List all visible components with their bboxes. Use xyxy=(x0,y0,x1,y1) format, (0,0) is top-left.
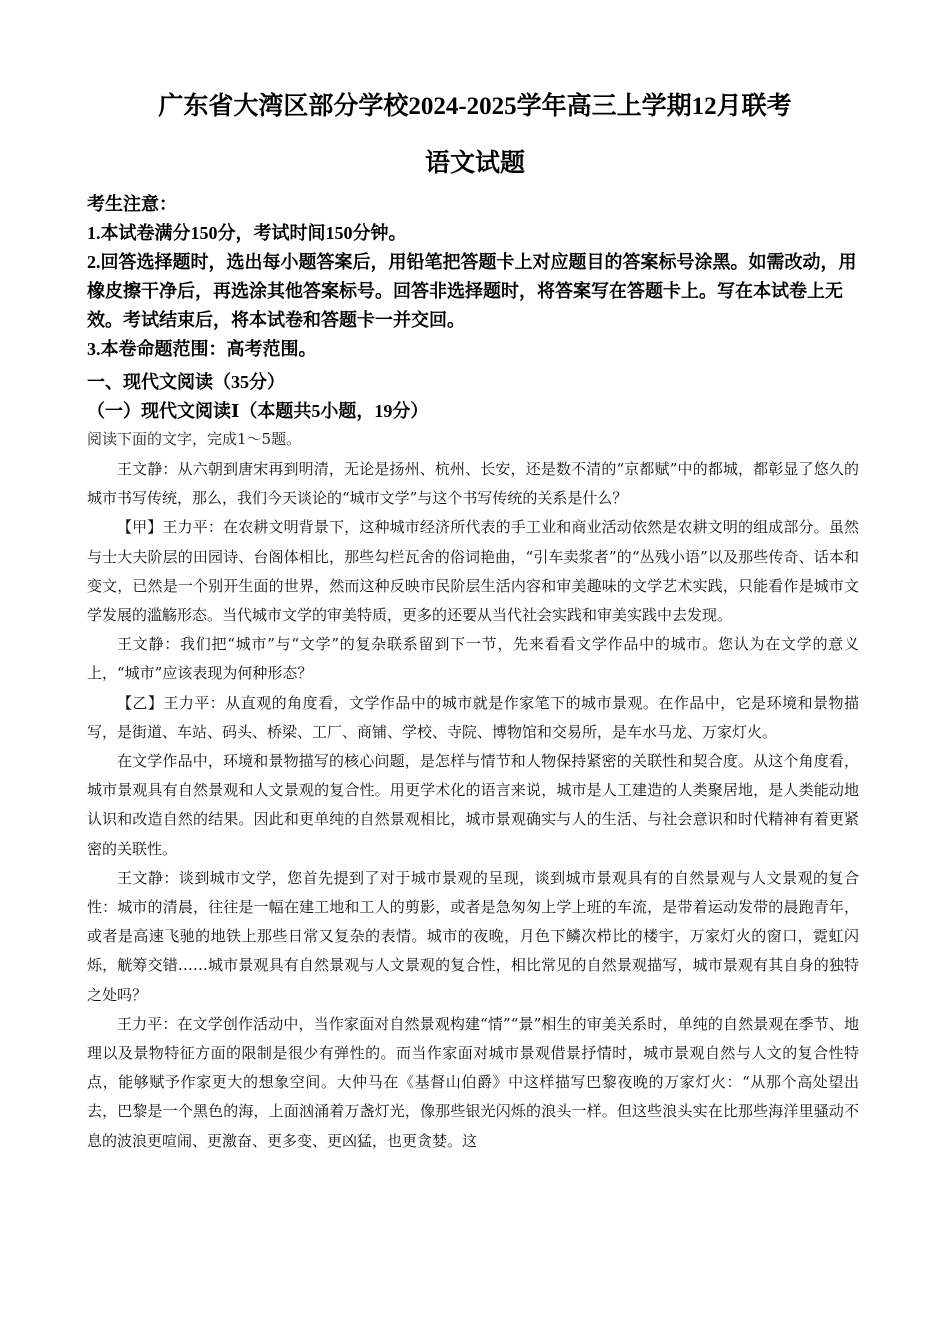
notice-heading: 考生注意： xyxy=(87,194,177,214)
notice-item: 2.回答选择题时，选出每小题答案后，用铅笔把答题卡上对应题目的答案标号涂黑。如需改动，用橡皮擦干净后，再选涂其他答案标号。回答非选择题时，将答案写在答题卡上。写在本试卷上无效。考试结束后，将本试卷和答题卡一并交回。 xyxy=(87,252,857,330)
passage-paragraph: 王文静：我们把“城市”与“文学”的复杂联系留到下一节，先来看看文学作品中的城市。您认为在文学的意义上，“城市”应该表现为何种形态？ xyxy=(87,635,859,683)
section-heading: 一、现代文阅读（35分） xyxy=(87,372,285,392)
passage-paragraph: 【甲】王力平：在农耕文明背景下，这种城市经济所代表的手工业和商业活动依然是农耕文明的组成部分。虽然与士大夫阶层的田园诗、台阁体相比，那些勾栏瓦舍的俗词艳曲，“引车卖浆者”的“丛残小语”以及那些传奇、话本和变文，已然是一个别开生面的世界，然而这种反映市民阶层生活内容和审美趣味的文学艺术实践，只能看作是城市文学发展的滥觞形态。当代城市文学的审美特质，更多的还要从当代社会实践和审美实践中去发现。 xyxy=(87,518,859,625)
passage-paragraph: 王文静：谈到城市文学，您首先提到了对于城市景观的呈现，谈到城市景观具有的自然景观与人文景观的复合性：城市的清晨，往往是一幅在建工地和工人的剪影，或者是急匆匆上学上班的车流，是带着运动发带的晨跑青年，或者是高速飞驰的地铁上那些日常又复杂的表情。城市的夜晚，月色下鳞次栉比的楼宇，万家灯火的窗口，霓虹闪烁，觥筹交错……城市景观具有自然景观与人文景观的复合性，相比常见的自然景观描写，城市景观有其自身的独特之处吗？ xyxy=(87,868,859,1004)
subject-title: 语文试题 xyxy=(424,150,525,177)
reading-instruction: 阅读下面的文字，完成1～5题。 xyxy=(87,430,302,448)
reading-passage xyxy=(87,455,859,1156)
passage-paragraph: 在文学作品中，环境和景物描写的核心问题，是怎样与情节和人物保持紧密的关联性和契合度。从这个角度看，城市景观具有自然景观和人文景观的复合性。用更学术化的语言来说，城市是人工建造的人类聚居地，是人类能动地认识和改造自然的结果。因此和更单纯的自然景观相比，城市景观确实与人的生活、与社会意识和时代精神有着更紧密的关联性。 xyxy=(87,752,859,858)
notice-item: 3.本卷命题范围：高考范围。 xyxy=(87,339,317,359)
candidate-notice xyxy=(87,190,867,364)
subsection-heading: （一）现代文阅读Ⅰ（本题共5小题，19分） xyxy=(87,401,429,421)
passage-paragraph: 王文静：从六朝到唐宋再到明清，无论是扬州、杭州、长安，还是数不清的“京都赋”中的都城，都彰显了悠久的城市书写传统，那么，我们今天谈论的“城市文学”与这个书写传统的关系是什么？ xyxy=(87,460,859,508)
passage-paragraph: 【乙】王力平：从直观的角度看，文学作品中的城市就是作家笔下的城市景观。在作品中，它是环境和景物描写，是街道、车站、码头、桥梁、工厂、商铺、学校、寺院、博物馆和交易所，是车水马龙、万家灯火。 xyxy=(87,693,859,741)
exam-title: 广东省大湾区部分学校2024-2025学年高三上学期12月联考 xyxy=(158,93,792,120)
passage-paragraph: 王力平：在文学创作活动中，当作家面对自然景观构建“情”“景”相生的审美关系时，单纯的自然景观在季节、地理以及景物特征方面的限制是很少有弹性的。而当作家面对城市景观借景抒情时，城市景观自然与人文的复合性特点，能够赋予作家更大的想象空间。大仲马在《基督山伯爵》中这样描写巴黎夜晚的万家灯火：“从那个高处望出去，巴黎是一个黑色的海，上面汹涌着万盏灯光，像那些银光闪烁的浪头一样。但这些浪头实在比那些海洋里骚动不息的波浪更喧闹、更激奋、更多变、更凶猛，也更贪婪。这 xyxy=(87,1014,859,1150)
notice-item: 1.本试卷满分150分，考试时间150分钟。 xyxy=(87,223,407,243)
